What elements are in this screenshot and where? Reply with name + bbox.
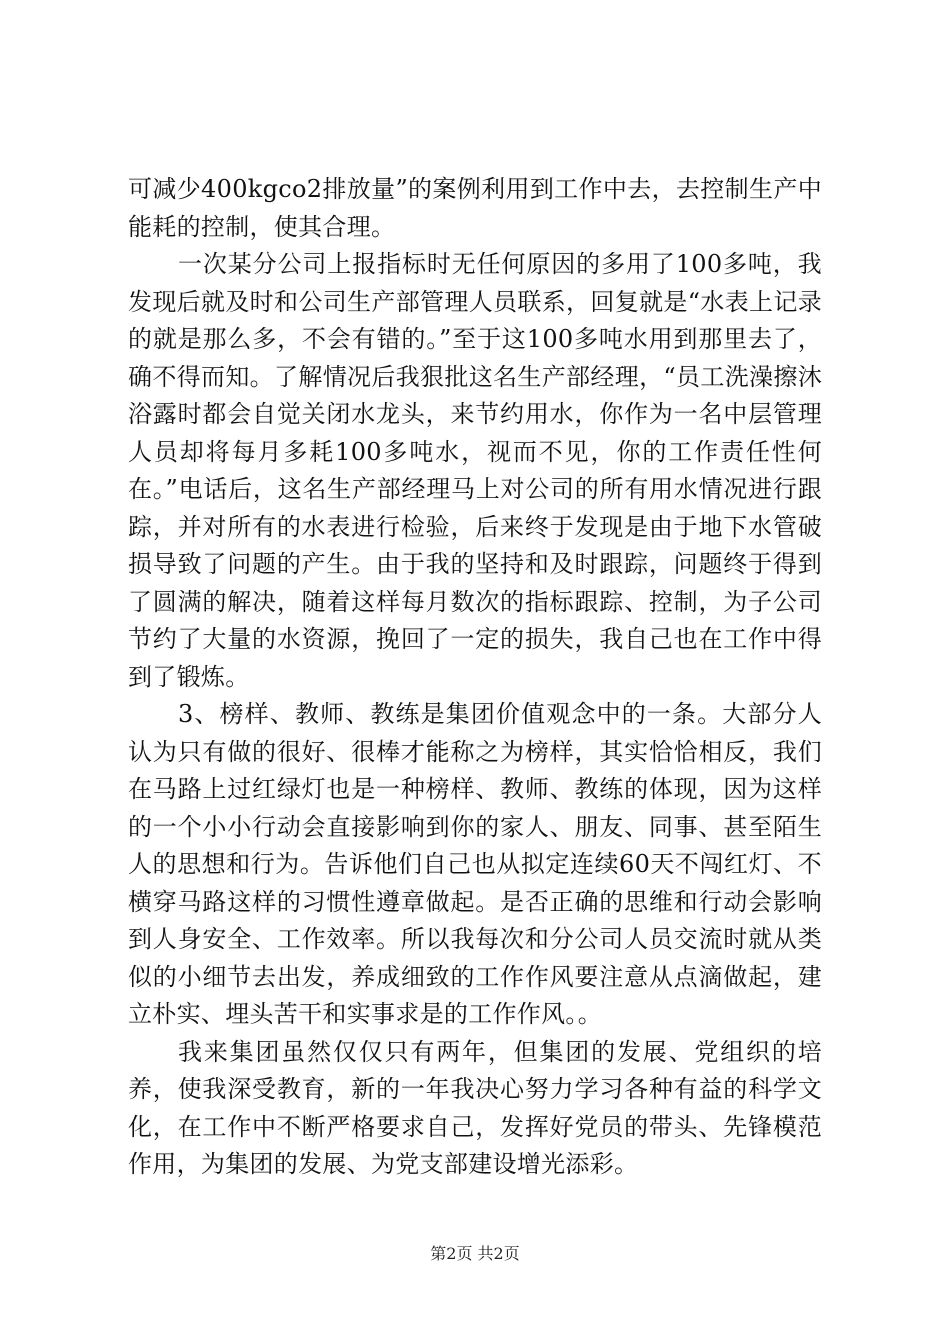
paragraph-3: 3、榜样、教师、教练是集团价值观念中的一条。大部分人认为只有做的很好、很棒才能称之为榜样，其实恰恰相反，我们在马路上过红绿灯也是一种榜样、教师、教练的体现，因为这样的一个小小行动会直接影响到你的家人、朋友、同事、甚至陌生人的思想和行为。告诉他们自己也从拟定连续60天不闯红灯、不横穿马路这样的习惯性遵章做起。是否正确的思维和行动会影响到人身安全、工作效率。所以我每次和分公司人员交流时就从类似的小细节去出发，养成细致的工作作风要注意从点滴做起，建立朴实、埋头苦干和实事求是的工作作风。。 xyxy=(128,700,822,1028)
page-footer: 第2页 共2页 xyxy=(430,1244,520,1263)
paragraph-2: 一次某分公司上报指标时无任何原因的多用了100多吨，我发现后就及时和公司生产部管理人员联系，回复就是“水表上记录的就是那么多，不会有错的。”至于这100多吨水用到那里去了，确不得而知。了解情况后我狠批这名生产部经理，“员工洗澡擦沐浴露时都会自觉关闭水龙头，来节约用水，你作为一名中层管理人员却将每月多耗100多吨水，视而不见，你的工作责任性何在。”电话后，这名生产部经理马上对公司的所有用水情况进行跟踪，并对所有的水表进行检验，后来终于发现是由于地下水管破损导致了问题的产生。由于我的坚持和及时跟踪，问题终于得到了圆满的解决，随着这样每月数次的指标跟踪、控制，为子公司节约了大量的水资源，挽回了一定的损失，我自己也在工作中得到了锻炼。 xyxy=(128,250,822,691)
paragraph-4: 我来集团虽然仅仅只有两年，但集团的发展、党组织的培养，使我深受教育，新的一年我决心努力学习各种有益的科学文化，在工作中不断严格要求自己，发挥好党员的带头、先锋模范作用，为集团的发展、为党支部建设增光添彩。 xyxy=(128,1037,822,1178)
paragraph-1: 可减少400kgco2排放量”的案例利用到工作中去，去控制生产中能耗的控制，使其合理。 xyxy=(128,175,822,241)
document-body xyxy=(128,171,822,1184)
